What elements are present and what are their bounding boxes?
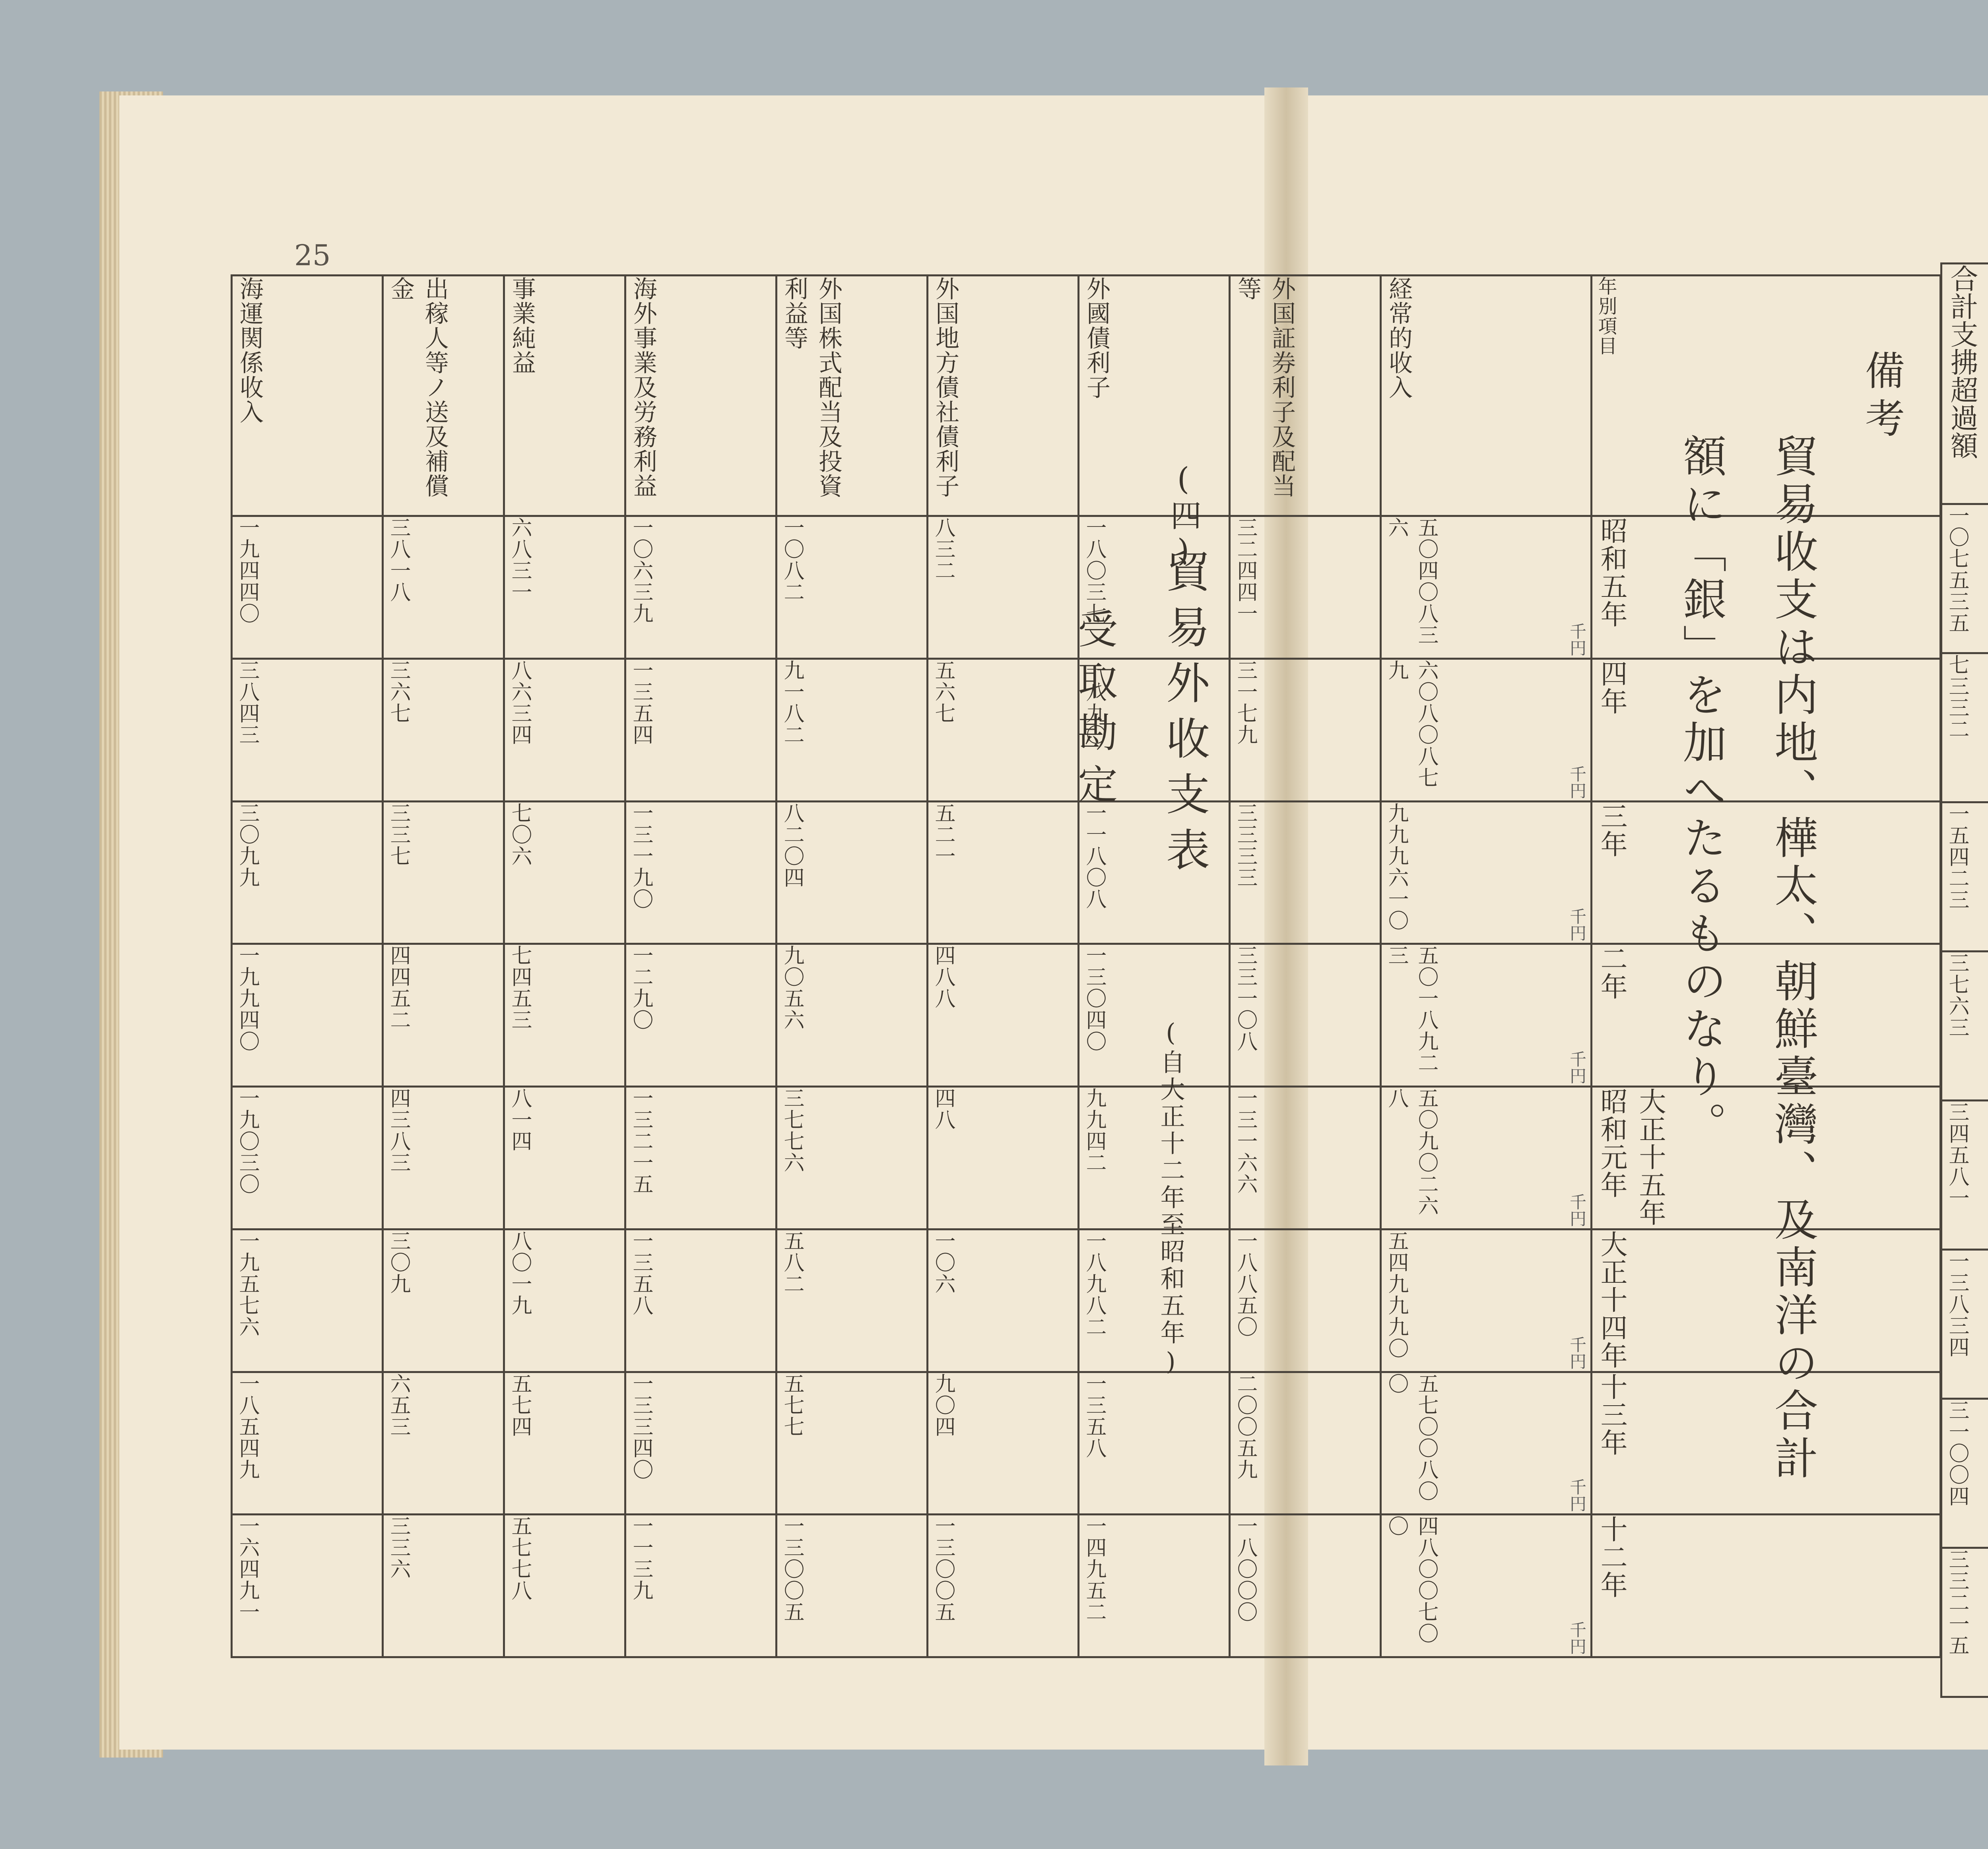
cell-value: 一八〇三七: [1082, 517, 1106, 624]
table-subtitle: 受取勘定: [1071, 608, 1118, 815]
value-cell: [777, 801, 928, 944]
unit-label: 千円: [1567, 908, 1587, 942]
row-label-cell: [383, 276, 504, 516]
value-cell: [504, 1229, 625, 1372]
cell-value: 三〇九: [386, 1230, 410, 1295]
value-cell: [504, 1087, 625, 1229]
value-cell: [1230, 1515, 1381, 1657]
value-cell: [383, 944, 504, 1087]
cell-value: 五七〇〇八〇〇: [1384, 1373, 1438, 1502]
value-cell: [383, 1229, 504, 1372]
row-label-cell: [232, 276, 383, 516]
cell-value: 五六七: [931, 659, 955, 724]
value-cell: [1941, 802, 1988, 952]
cell-value: 九九四二: [1082, 1088, 1106, 1173]
value-cell: [1230, 1087, 1381, 1229]
year-label: 昭和五年: [1596, 517, 1627, 628]
cell-value: 六〇八〇八七九: [1384, 659, 1438, 789]
cell-value: 三一〇〇四: [1945, 1400, 1969, 1507]
cell-value: 一二九〇: [629, 945, 653, 1031]
value-cell: [1230, 1229, 1381, 1372]
cell-value: 四八八: [931, 945, 955, 1010]
value-cell: [383, 658, 504, 801]
row-label-cell: [777, 276, 928, 516]
table-row: [1941, 802, 1988, 952]
cell-value: 二〇〇五九: [1233, 1373, 1257, 1480]
cell-value: 一三三四〇: [629, 1373, 653, 1480]
page-number-left: 25: [294, 239, 331, 272]
cell-value: 五七四: [508, 1373, 532, 1437]
cell-value: 一〇七五三五: [1945, 505, 1969, 634]
value-cell: [1941, 1399, 1988, 1548]
cell-value: 三七六三: [1945, 952, 1969, 1038]
value-cell: [625, 658, 777, 801]
year-label: 大正十五年昭和元年: [1596, 1088, 1666, 1227]
cell-value: 八〇一九: [508, 1230, 532, 1316]
cell-value: 三八四三: [235, 659, 259, 746]
value-cell: [383, 1087, 504, 1229]
value-cell: [1079, 1515, 1230, 1657]
value-cell: [625, 944, 777, 1087]
value-cell: [383, 801, 504, 944]
value-cell: [383, 1515, 504, 1657]
cell-value: 一三一九〇: [629, 802, 653, 910]
cell-value: 五八二: [780, 1230, 804, 1295]
table-title: 貿易外收支表: [1159, 549, 1210, 883]
value-cell: [777, 516, 928, 659]
cell-value: 四四五二: [386, 945, 410, 1031]
value-cell: [232, 1515, 383, 1657]
cell-value: 九九九六一〇: [1384, 802, 1408, 931]
cell-value: 三七七六: [780, 1088, 804, 1173]
cell-value: 一〇八二: [780, 517, 804, 603]
row-label: 外国地方債社債利子: [932, 276, 959, 498]
value-cell: [928, 658, 1079, 801]
header-row: [1941, 264, 1988, 504]
value-cell: [1230, 516, 1381, 659]
row-label-cell: [504, 276, 625, 516]
cell-value: 一一三九: [629, 1515, 653, 1602]
cell-value: 一九四四〇: [235, 517, 259, 624]
table-row: [232, 1515, 1941, 1657]
cell-value: 一三五八: [1082, 1373, 1106, 1459]
value-cell: [928, 1372, 1079, 1515]
cell-value: 三六七: [386, 659, 410, 724]
value-cell: [625, 1087, 777, 1229]
row-label: 外国証券利子及配当等: [1234, 276, 1296, 498]
row-label: 海運関係收入: [236, 276, 264, 424]
value-cell: [777, 658, 928, 801]
value-cell: [383, 1372, 504, 1515]
row-label: 事業純益: [508, 276, 536, 375]
section-number: (四): [1165, 461, 1201, 571]
cell-value: 三〇九九: [235, 802, 259, 888]
value-cell: [1941, 1101, 1988, 1250]
table-row: [1941, 1250, 1988, 1399]
cell-value: 一三五四: [629, 659, 653, 746]
cell-value: 六八三一: [508, 517, 532, 603]
period-note: (自大正十二年至昭和五年): [1156, 1018, 1185, 1378]
corner-year-label: 年別: [1595, 276, 1617, 316]
value-cell: [625, 801, 777, 944]
value-cell: [504, 801, 625, 944]
cell-value: 三三三三: [1233, 802, 1257, 888]
table-row: [232, 1372, 1941, 1515]
value-cell: [232, 944, 383, 1087]
payment-balance-table: [1940, 262, 1988, 1698]
cell-value: 三三六: [386, 1515, 410, 1580]
value-cell: [504, 516, 625, 659]
value-cell: [1381, 1372, 1592, 1515]
value-cell: [928, 801, 1079, 944]
value-cell: [777, 1229, 928, 1372]
table-row: [1941, 1399, 1988, 1548]
cell-value: 一八〇〇〇: [1233, 1515, 1257, 1623]
cell-value: 三一七九: [1233, 659, 1257, 746]
row-label-cell: [1230, 276, 1381, 516]
cell-value: 三三一〇八: [1233, 945, 1257, 1053]
unit-label: 千円: [1567, 1336, 1587, 1369]
cell-value: 五〇四〇八三六: [1384, 517, 1438, 646]
value-cell: [928, 944, 1079, 1087]
row-label-cell: [1079, 276, 1230, 516]
value-cell: [1230, 658, 1381, 801]
year-label: 四年: [1596, 659, 1627, 715]
unit-label: 千円: [1567, 1478, 1587, 1512]
value-cell: [232, 658, 383, 801]
value-cell: [928, 516, 1079, 659]
cell-value: 五七七八: [508, 1515, 532, 1602]
year-label: 三年: [1596, 802, 1627, 858]
cell-value: 九一八二: [780, 659, 804, 746]
cell-value: 一三二一五: [629, 1088, 653, 1195]
value-cell: [232, 1087, 383, 1229]
cell-value: 四三八三: [386, 1088, 410, 1173]
unit-label: 千円: [1567, 765, 1587, 799]
cell-value: 一三〇〇五: [780, 1515, 804, 1623]
value-cell: [232, 1229, 383, 1372]
cell-value: 八六三四: [508, 659, 532, 746]
cell-value: 一四九五二: [1082, 1515, 1106, 1623]
table-row: [1941, 952, 1988, 1101]
unit-label: 千円: [1567, 622, 1587, 656]
cell-value: 九〇四: [931, 1373, 955, 1437]
cell-value: 四八: [931, 1088, 955, 1130]
value-cell: [625, 1229, 777, 1372]
cell-value: 一九〇三〇: [235, 1088, 259, 1195]
cell-value: 三八一八: [386, 517, 410, 603]
cell-value: 三三二一五: [1945, 1549, 1969, 1656]
cell-value: 七四五三: [508, 945, 532, 1031]
value-cell: [504, 1372, 625, 1515]
cell-value: 三二四四一: [1233, 517, 1257, 624]
value-cell: [928, 1515, 1079, 1657]
value-cell: [504, 1515, 625, 1657]
cell-value: 一三〇〇五: [931, 1515, 955, 1623]
cell-value: 六五三: [386, 1373, 410, 1437]
value-cell: [1230, 801, 1381, 944]
cell-value: 一八九〇: [1082, 659, 1106, 746]
value-cell: [625, 1372, 777, 1515]
value-cell: [1381, 944, 1592, 1087]
table-row: [1941, 504, 1988, 653]
payment-surplus-label: 支拂超過額: [1946, 320, 1978, 459]
row-label: 海外事業及労務利益: [629, 276, 657, 498]
value-cell: [1381, 801, 1592, 944]
row-label: 外國債利子: [1083, 276, 1110, 400]
table-row: [232, 1229, 1941, 1372]
value-cell: [1230, 944, 1381, 1087]
cell-value: 一〇六: [931, 1230, 955, 1295]
year-label: 大正十四年: [1596, 1230, 1627, 1369]
value-cell: [777, 1372, 928, 1515]
value-cell: [232, 1372, 383, 1515]
cell-value: 一三〇四〇: [1082, 945, 1106, 1053]
value-cell: [777, 1087, 928, 1229]
cell-value: 一一八〇八: [1082, 802, 1106, 910]
year-label: 十三年: [1596, 1373, 1627, 1457]
cell-value: 五四九九九〇: [1384, 1230, 1408, 1359]
year-label: 十二年: [1596, 1515, 1627, 1599]
note-heading: 備考: [1858, 350, 1905, 445]
value-cell: [1381, 516, 1592, 659]
corner-item-label: 項目: [1595, 316, 1617, 356]
value-cell: [383, 516, 504, 659]
total-label: 合計: [1946, 264, 1978, 320]
cell-value: 四八〇〇七〇〇: [1384, 1515, 1438, 1645]
value-cell: [625, 1515, 777, 1657]
value-cell: [1941, 1250, 1988, 1399]
cell-value: 五〇一八九二三: [1384, 945, 1438, 1074]
cell-value: 八二〇四: [780, 802, 804, 888]
value-cell: [1079, 1372, 1230, 1515]
value-cell: [1381, 658, 1592, 801]
cell-value: 三四五八一: [1945, 1101, 1969, 1209]
cell-value: 一三八三四: [1945, 1251, 1969, 1358]
row-label: 出稼人等ノ送及補償金: [387, 276, 449, 498]
cell-value: 一三五八: [629, 1230, 653, 1316]
note-line-2: 額に「銀」を加へたるものなり。: [1676, 433, 1727, 1149]
cell-value: 五〇九〇二六八: [1384, 1088, 1438, 1216]
cell-value: 八一四: [508, 1088, 532, 1152]
value-cell: [1381, 1087, 1592, 1229]
value-cell: [1941, 504, 1988, 653]
row-label-cell: [928, 276, 1079, 516]
year-cell: [1592, 1515, 1941, 1657]
cell-value: 九〇五六: [780, 945, 804, 1031]
row-label-cell: [1381, 276, 1592, 516]
cell-value: 一八九八二: [1082, 1230, 1106, 1338]
unit-label: 千円: [1567, 1051, 1587, 1084]
cell-value: 一六四九一: [235, 1515, 259, 1623]
unit-label: 千円: [1567, 1193, 1587, 1227]
cell-value: 一九五七六: [235, 1230, 259, 1338]
value-cell: [232, 516, 383, 659]
value-cell: [1381, 1229, 1592, 1372]
row-label-cell: [625, 276, 777, 516]
value-cell: [777, 944, 928, 1087]
payment-surplus-header-cell: [1941, 264, 1988, 504]
cell-value: 五二一: [931, 802, 955, 867]
cell-value: 八三二: [931, 517, 955, 581]
cell-value: 一〇六三九: [629, 517, 653, 624]
cell-value: 一三一六六: [1233, 1088, 1257, 1195]
value-cell: [504, 658, 625, 801]
value-cell: [777, 1515, 928, 1657]
note-line-1: 貿易收支は内地、樺太、朝鮮臺灣、及南洋の合計: [1767, 433, 1818, 1483]
value-cell: [1230, 1372, 1381, 1515]
year-label: 二年: [1596, 945, 1627, 1001]
table-row: [1941, 1548, 1988, 1697]
value-cell: [1941, 1548, 1988, 1697]
cell-value: 七〇六: [508, 802, 532, 867]
value-cell: [1941, 653, 1988, 802]
cell-value: 三三七: [386, 802, 410, 867]
cell-value: 一九九四〇: [235, 945, 259, 1053]
cell-value: 一五四二三: [1945, 803, 1969, 911]
value-cell: [1941, 952, 1988, 1101]
value-cell: [625, 516, 777, 659]
value-cell: [1381, 1515, 1592, 1657]
unit-label: 千円: [1567, 1621, 1587, 1655]
cell-value: 一八五四九: [235, 1373, 259, 1480]
value-cell: [504, 944, 625, 1087]
value-cell: [928, 1229, 1079, 1372]
value-cell: [232, 801, 383, 944]
table-row: [1941, 1101, 1988, 1250]
table-row: [1941, 653, 1988, 802]
row-label: 外国株式配当及投資利益等: [780, 276, 843, 498]
cell-value: 五七七: [780, 1373, 804, 1437]
cell-value: 七三三二: [1945, 654, 1969, 740]
cell-value: 一八八五〇: [1233, 1230, 1257, 1338]
row-label: 経常的收入: [1385, 276, 1413, 400]
value-cell: [928, 1087, 1079, 1229]
